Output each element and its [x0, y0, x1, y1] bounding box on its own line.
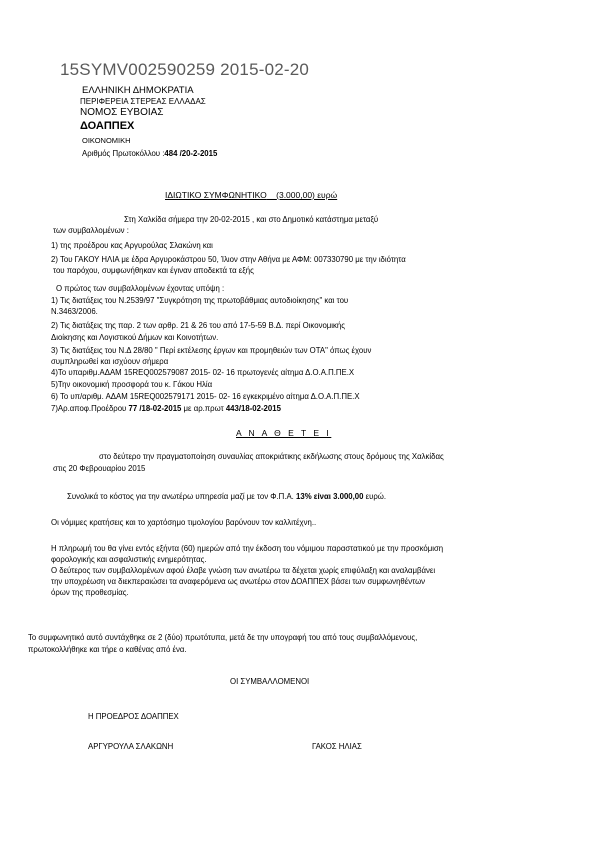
consideration-7	[51, 404, 281, 413]
decision-number: 77 /18-02-2015	[128, 404, 182, 413]
consideration-3-continued: συμπληρωθεί και ισχύουν σήμερα	[51, 357, 169, 366]
title-main: ΙΔΙΩΤΙΚΟ ΣΥΜΦΩΝΗΤΙΚΟ	[165, 190, 267, 200]
document-reference-number: 15SYMV002590259 2015-02-20	[60, 60, 310, 79]
closing-line-2: πρωτοκολλήθηκε και τήρε ο καθένας από ένα.	[28, 645, 187, 654]
signatory-role: Η ΠΡΟΕΔΡΟΣ ΔΟΑΠΠΕΧ	[88, 712, 179, 721]
consideration-3: 3) Τις διατάξεις του Ν.Δ 28/80 " Περί εκτέλεσης έργων και προμηθειών των ΟΤΑ" όπως έχουν	[51, 346, 372, 355]
consideration-4: 4)Το υπαριθμ.ΑΔΑΜ 15REQ002579087 2015- 02- 16 πρωτογενές αίτημα Δ.Ο.Α.Π.ΠΕ.Χ	[51, 368, 355, 377]
intro-parties-label: των συμβαλλομένων :	[53, 226, 129, 235]
consideration-1: 1) Τις διατάξεις του Ν.2539/97 "Συγκρότηση της πρωτοβάθμιας αυτοδιοίκησης" και του	[51, 296, 349, 305]
consideration-7-mid: με αρ.πρωτ	[181, 404, 226, 413]
party-two: 2) Του ΓΑΚΟΥ ΗΛΙΑ με έδρα Αργυροκάστρου 50, Ίλιον στην Αθήνα με ΑΦΜ: 007330790 με την ιδιότητα	[51, 255, 406, 264]
consideration-6: 6) Το υπ/αριθμ. ΑΔΑΜ 15REQ002579171 2015- 02- 16 εγκεκριμένο αίτημα Δ.Ο.Α.Π.ΠΕ.Χ	[51, 392, 360, 401]
payment-line-2: φορολογικής και ασφαλιστικής ενημερότητας.	[51, 555, 207, 564]
total-cost-prefix: Συνολικά το κόστος για την ανωτέρω υπηρεσία μαζί με τον Φ.Π.Α.	[67, 492, 297, 501]
header-region: ΠΕΡΙΦΕΡΕΙΑ ΣΤΕΡΕΑΣ ΕΛΛΑΔΑΣ	[80, 97, 206, 106]
payment-line-4: την υποχρέωση να διεκπεραιώσει τα αναφερόμενα ως ανωτέρω στον ΔΟΑΠΠΕΧ βάσει των συμφωνηθέντων	[51, 577, 426, 586]
signatures-heading: ΟΙ ΣΥΜΒΑΛΛΟΜΕΝΟΙ	[230, 677, 310, 686]
award-date: στις 20 Φεβρουαρίου 2015	[53, 464, 146, 473]
consideration-5: 5)Την οικονομική προσφορά του κ. Γάκου Ηλία	[51, 380, 213, 389]
payment-line-3: Ο δεύτερος των συμβαλλομένων αφού έλαβε γνώση των ανωτέρω τα δέχεται χωρίς επιφύλαξη και αναλαμβάνει	[51, 566, 436, 575]
consideration-1-continued: Ν.3463/2006.	[51, 307, 98, 316]
protocol-label: Αριθμός Πρωτοκόλλου :	[82, 149, 165, 158]
protocol-value: 484 /20-2-2015	[164, 149, 218, 158]
header-prefecture: ΝΟΜΟΣ ΕΥΒΟΙΑΣ	[80, 107, 164, 118]
party-two-continued: του παρόχου, συμφωνήθηκαν και έγιναν αποδεκτά τα εξής	[53, 266, 254, 275]
header-department: ΟΙΚΟΝΟΜΙΚΗ	[82, 136, 131, 145]
header-country: ΕΛΛΗΝΙΚΗ ΔΗΜΟΚΡΑΤΙΑ	[82, 85, 194, 96]
party-one: 1) της προέδρου κας Αργυρούλας Σλακώνη και	[51, 241, 213, 250]
award-line: στο δεύτερο την πραγματοποίηση συναυλίας αποκριάτικης εκδήλωσης στους δρόμους της Χαλκίδας	[99, 452, 444, 461]
protocol-reference: 443/18-02-2015	[225, 404, 281, 413]
consideration-7-prefix: 7)Αρ.αποφ.Προέδρου	[51, 404, 129, 413]
title-amount: (3.000,00) ευρώ	[276, 190, 338, 200]
considerations-heading: Ο πρώτος των συμβαλλομένων έχοντας υπόψη :	[56, 284, 225, 293]
header-organization: ΔΟΑΠΠΕΧ	[80, 120, 135, 132]
consideration-2-continued: Διοίκησης και Λογιστικού Δήμων και Κοινοτήτων.	[51, 333, 219, 342]
total-cost	[67, 492, 386, 501]
signatory-name-1: ΑΡΓΥΡΟΥΛΑ ΣΛΑΚΩΝΗ	[88, 742, 174, 751]
intro-line: Στη Χαλκίδα σήμερα την 20-02-2015 , και στο Δημοτικό κατάστημα μεταξύ	[124, 215, 379, 224]
payment-line-5: όρων της προθεσμίας.	[51, 588, 129, 597]
total-cost-amount: 13% είναι 3.000,00	[296, 492, 364, 501]
award-heading: Α Ν Α Θ Ε Τ Ε Ι	[236, 428, 332, 438]
document-title	[165, 190, 337, 200]
total-cost-suffix: ευρώ.	[363, 492, 387, 501]
signatory-name-2: ΓΑΚΟΣ ΗΛΙΑΣ	[312, 742, 362, 751]
consideration-2: 2) Τις διατάξεις της παρ. 2 των αρθρ. 21 & 26 του από 17-5-59 Β.Δ. περί Οικονομικής	[51, 321, 346, 330]
payment-line-1: Η πληρωμή του θα γίνει εντός εξήντα (60) ημερών από την έκδοση του νόμιμου παραστατικού με την προσκόμιση	[51, 544, 444, 553]
closing-line-1: Το συμφωνητικό αυτό συντάχθηκε σε 2 (δύο) πρωτότυπα, μετά δε την υπογραφή του από τους συμβαλλόμενους,	[28, 633, 418, 642]
deductions-note: Οι νόμιμες κρατήσεις και το χαρτόσημο τιμολογίου βαρύνουν τον καλλιτέχνη..	[51, 518, 317, 527]
protocol-number	[82, 149, 217, 158]
